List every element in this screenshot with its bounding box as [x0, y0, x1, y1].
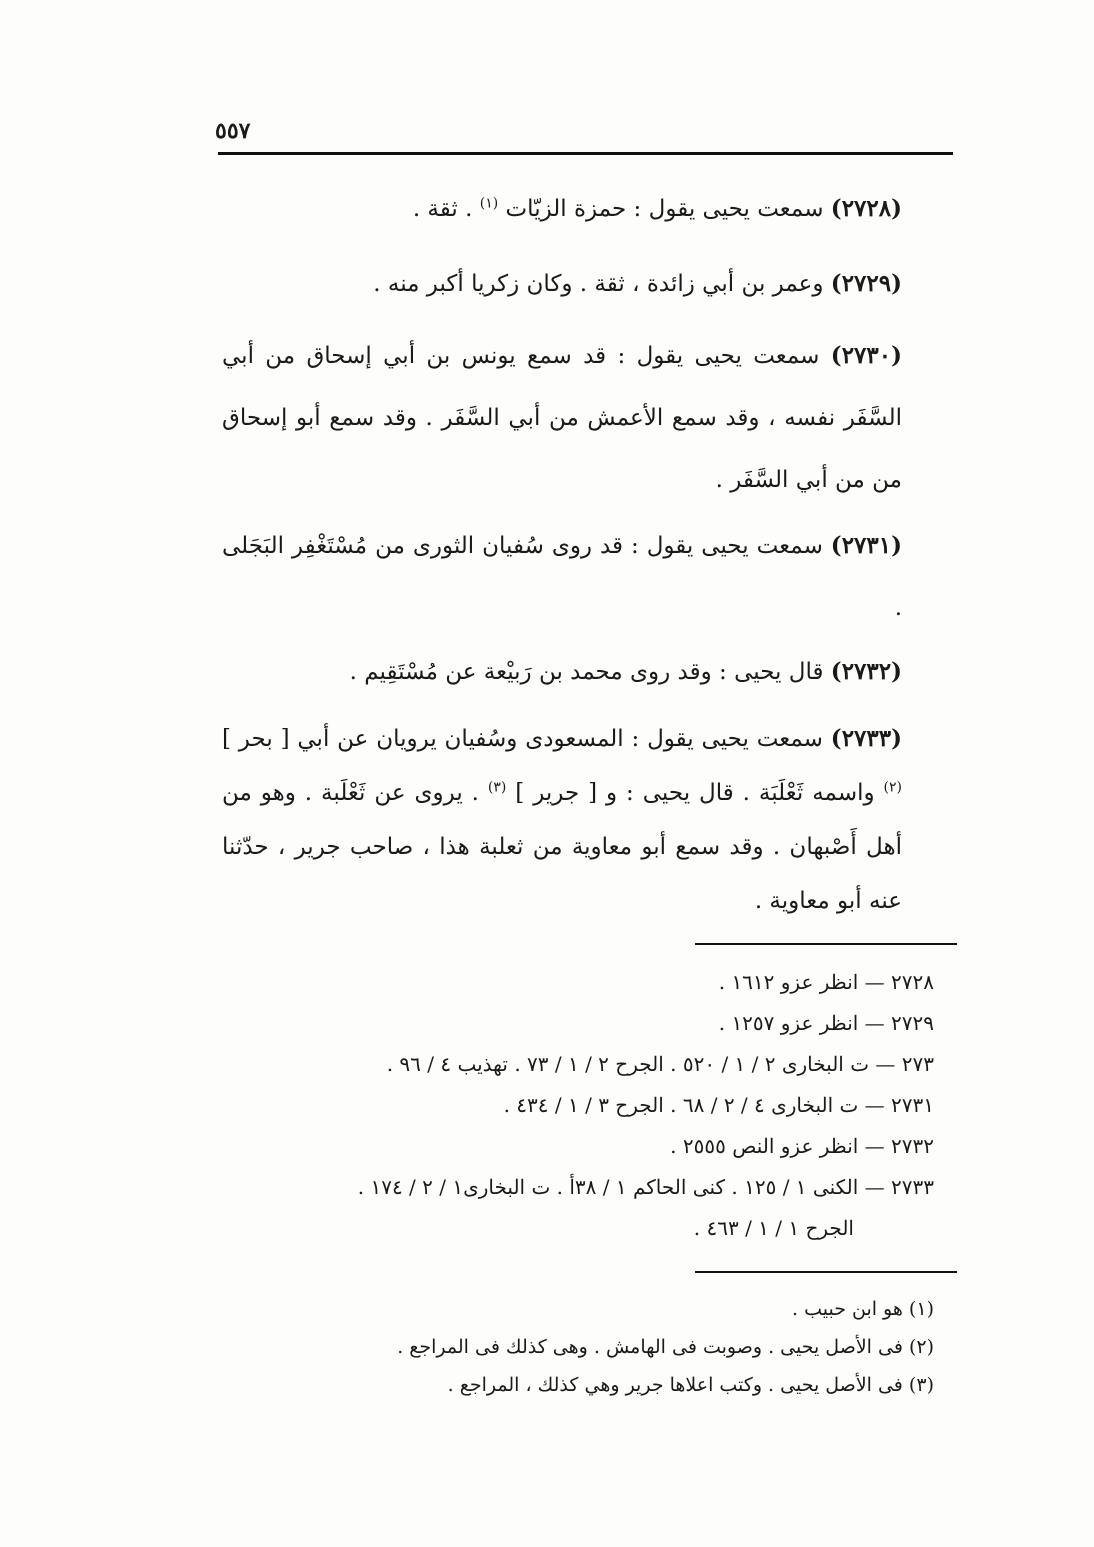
reference-number: ٢٧٢٩	[891, 1011, 934, 1035]
entry-number: (٢٧٣٠)	[830, 342, 902, 369]
reference-number: ٢٧٣١	[891, 1093, 934, 1117]
reference-text: انظر عزو النص ٢٥٥٥ .	[670, 1134, 859, 1158]
reference-text: انظر عزو ١٢٥٧ .	[718, 1011, 859, 1035]
reference-text: الكنى ١ / ١٢٥ . كنى الحاكم ١ / ٣٨أ . ت البخارى١ / ٢ / ١٧٤ .	[357, 1175, 859, 1199]
entry-number: (٢٧٣١)	[830, 532, 902, 559]
entry-text: واسمه ثَعْلَبَة . قال يحيى : و [ جرير ]	[506, 780, 884, 806]
entry-2731	[222, 515, 950, 639]
entry-text: سمعت يحيى يقول : قد سمع يونس بن أبي إسحاق من أبي السَّفَر نفسه ، وقد سمع الأعمش من أبي السَّفَر . وقد سمع أبو إسحاق من من أبي السَّفَر .	[222, 343, 902, 493]
entry-2730	[222, 325, 950, 511]
entry-text: سمعت يحيى يقول : حمزة الزيّات	[498, 196, 824, 222]
footnotes-rule	[695, 1271, 957, 1273]
entry-number: (٢٧٢٩)	[830, 270, 902, 297]
footnotes-list	[222, 1290, 934, 1404]
footnote-marker: (٣)	[487, 779, 507, 796]
entry-paragraph	[222, 712, 950, 928]
reference-text: ت البخارى ٢ / ١ / ٥٢٠ . الجرح ٢ / ١ / ٧٣ . تهذيب ٤ / ٩٦ .	[386, 1052, 870, 1076]
reference-text: ت البخارى ٤ / ٢ / ٦٨ . الجرح ٣ / ١ / ٤٣٤ .	[503, 1093, 859, 1117]
entry-paragraph	[222, 253, 950, 315]
entry-text: . يروى عن ثَعْلَبة . وهو من أهل أَصْبهان . وقد سمع أبو معاوية من ثعلبة هذا ، صاحب جرير ، حدّثنا عنه أبو معاوية .	[222, 780, 902, 914]
footnote-item: (٢) فى الأصل يحيى . وصوبت فى الهامش . وهى كذلك فى المراجع .	[397, 1336, 934, 1358]
references-list	[222, 962, 934, 1249]
reference-item: ٢٧٣٢ — انظر عزو النص ٢٥٥٥ .	[670, 1134, 934, 1158]
reference-number: ٢٧٣	[901, 1052, 934, 1076]
entry-2728	[222, 178, 950, 240]
entry-number: (٢٧٢٨)	[830, 195, 902, 222]
entry-text: قال يحيى : وقد روى محمد بن رَبيْعة عن مُسْتَقِيم .	[349, 659, 824, 685]
entry-text: سمعت يحيى يقول : قد روى سُفيان الثورى من مُسْتَغْفِر البَجَلى .	[222, 533, 902, 621]
entry-number: (٢٧٣٣)	[830, 725, 902, 752]
page-number: ٥٥٧	[215, 118, 251, 144]
references-rule	[695, 943, 957, 945]
entry-text: . ثقة .	[412, 196, 480, 222]
entry-2733	[222, 712, 950, 928]
entry-2732	[222, 641, 950, 703]
entry-paragraph	[222, 515, 950, 639]
entry-text: وعمر بن أبي زائدة ، ثقة . وكان زكريا أكبر منه .	[373, 271, 824, 297]
reference-number: ٢٧٢٨	[891, 970, 934, 994]
footnote-item: (٣) فى الأصل يحيى . وكتب اعلاها جرير وهي كذلك ، المراجع .	[447, 1374, 934, 1396]
reference-item: ٢٧٣١ — ت البخارى ٤ / ٢ / ٦٨ . الجرح ٣ / ١ / ٤٣٤ .	[503, 1093, 934, 1117]
footnote-item: (١) هو ابن حبيب .	[792, 1298, 934, 1320]
reference-item: ٢٧٣٣ — الكنى ١ / ١٢٥ . كنى الحاكم ١ / ٣٨أ . ت البخارى١ / ٢ / ١٧٤ .	[357, 1175, 934, 1199]
reference-item: ٢٧٢٩ — انظر عزو ١٢٥٧ .	[718, 1011, 934, 1035]
footnote-marker: (١)	[479, 195, 499, 212]
reference-item: ٢٧٣ — ت البخارى ٢ / ١ / ٥٢٠ . الجرح ٢ / ١ / ٧٣ . تهذيب ٤ / ٩٦ .	[386, 1052, 934, 1076]
header-rule	[218, 152, 953, 155]
reference-number: ٢٧٣٢	[891, 1134, 934, 1158]
entry-number: (٢٧٣٢)	[830, 658, 902, 685]
reference-text: انظر عزو ١٦١٢ .	[718, 970, 859, 994]
entry-paragraph	[222, 641, 950, 703]
entry-paragraph	[222, 325, 950, 511]
reference-item: ٢٧٢٨ — انظر عزو ١٦١٢ .	[718, 970, 934, 994]
entry-paragraph	[222, 178, 950, 240]
footnote-marker: (٢)	[883, 779, 903, 796]
reference-number: ٢٧٣٣	[891, 1175, 934, 1199]
entry-text: سمعت يحيى يقول : المسعودى وسُفيان يرويان عن أبي [ بحر ]	[222, 726, 823, 752]
reference-continuation: الجرح ١ / ١ / ٤٦٣ .	[693, 1216, 854, 1240]
entry-2729	[222, 253, 950, 315]
